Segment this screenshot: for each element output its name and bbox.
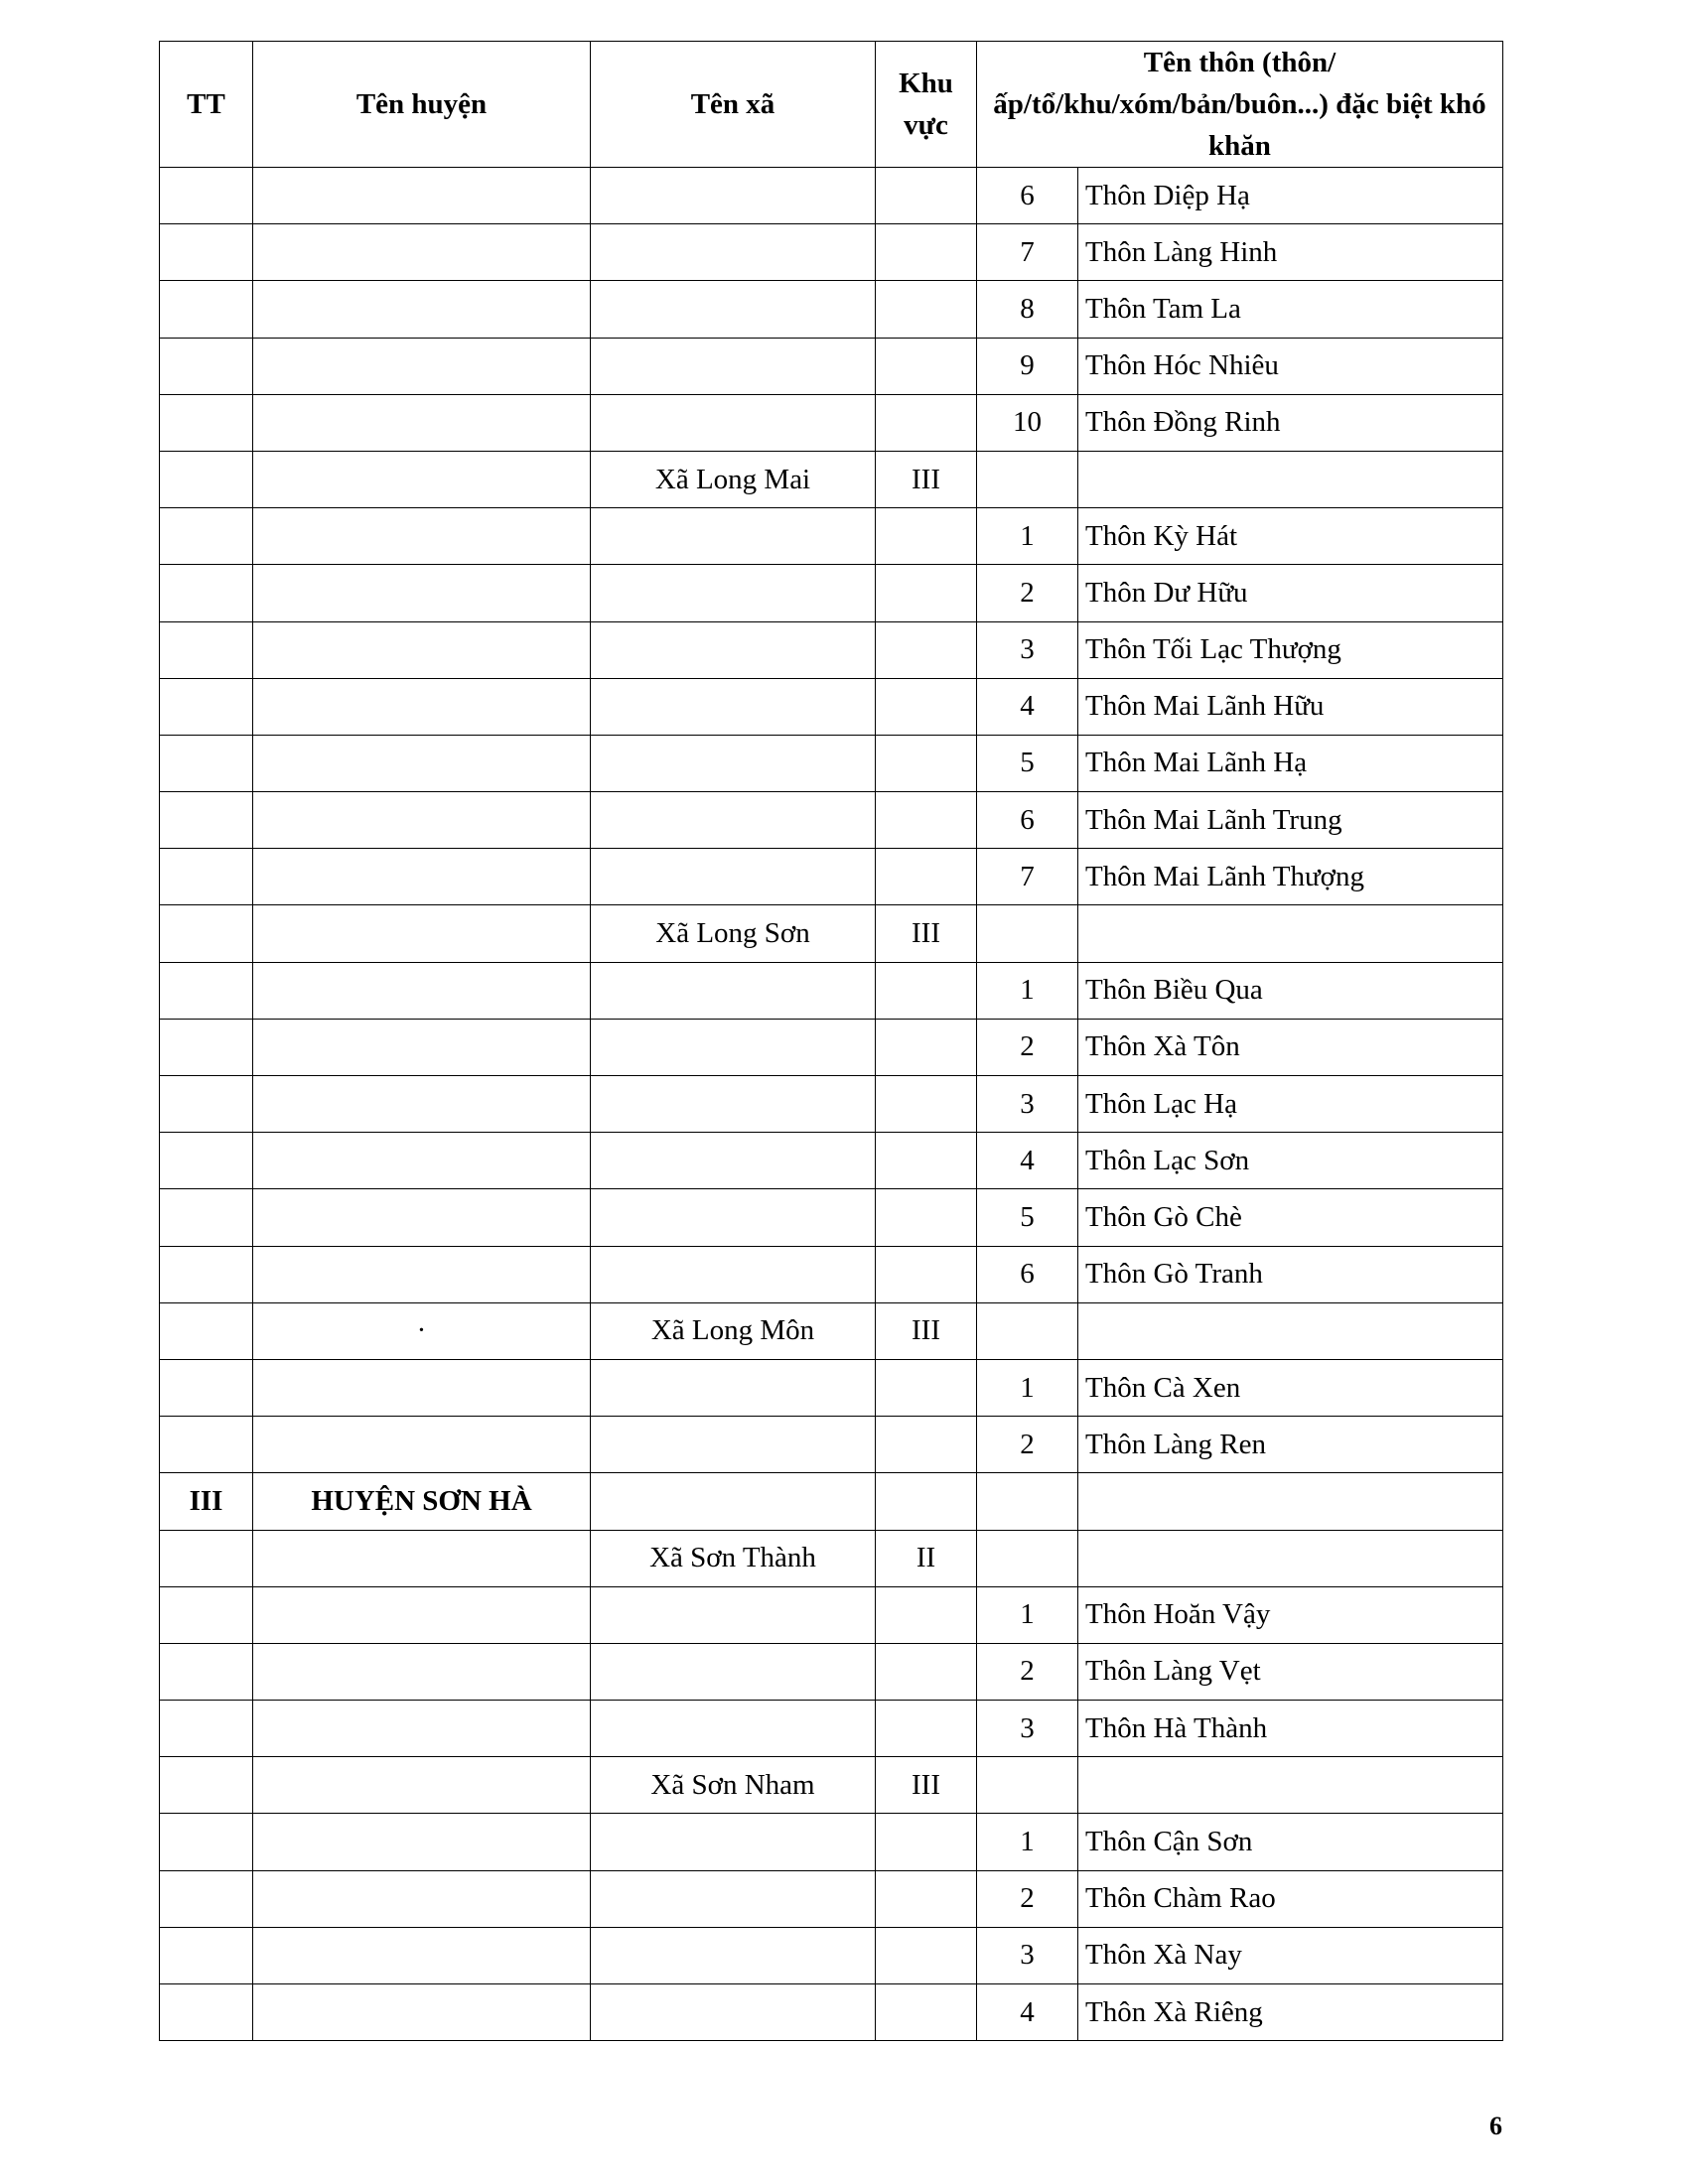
cell-area: [876, 1984, 977, 2041]
cell-tt: [160, 1417, 253, 1473]
cell-village-number: 7: [977, 224, 1078, 281]
cell-area: II: [876, 1530, 977, 1586]
cell-district: [253, 792, 591, 849]
cell-commune: Xã Long Môn: [591, 1302, 876, 1359]
cell-tt: [160, 224, 253, 281]
cell-tt: [160, 565, 253, 621]
cell-tt: [160, 1586, 253, 1643]
cell-area: III: [876, 451, 977, 507]
cell-village-number: 2: [977, 565, 1078, 621]
cell-district: [253, 735, 591, 791]
cell-village-name: Thôn Kỳ Hát: [1078, 508, 1503, 565]
cell-area: [876, 1019, 977, 1075]
cell-commune: Xã Sơn Nham: [591, 1757, 876, 1814]
table-row: [160, 962, 1503, 1019]
cell-area: [876, 1870, 977, 1927]
cell-tt: [160, 281, 253, 338]
table-row: [160, 1189, 1503, 1246]
cell-village-name: Thôn Chàm Rao: [1078, 1870, 1503, 1927]
cell-commune: [591, 168, 876, 224]
cell-village-number: 6: [977, 168, 1078, 224]
cell-village-number: 1: [977, 508, 1078, 565]
cell-tt: [160, 1870, 253, 1927]
table-header-row: [160, 42, 1503, 168]
cell-district: ·: [253, 1302, 591, 1359]
cell-village-name: Thôn Hà Thành: [1078, 1701, 1503, 1757]
cell-commune: [591, 1870, 876, 1927]
table-row: [160, 338, 1503, 394]
cell-district: [253, 168, 591, 224]
cell-tt: [160, 1189, 253, 1246]
header-district: Tên huyện: [253, 42, 591, 168]
cell-area: [876, 168, 977, 224]
cell-village-name: [1078, 905, 1503, 962]
table-row: [160, 1643, 1503, 1700]
cell-commune: [591, 1417, 876, 1473]
cell-district: [253, 1757, 591, 1814]
cell-tt: [160, 792, 253, 849]
cell-commune: [591, 1246, 876, 1302]
cell-district: [253, 1189, 591, 1246]
table-row: [160, 508, 1503, 565]
cell-district: [253, 1417, 591, 1473]
cell-district: [253, 451, 591, 507]
cell-village-name: Thôn Cà Xen: [1078, 1359, 1503, 1416]
cell-tt: [160, 451, 253, 507]
cell-commune: [591, 281, 876, 338]
cell-village-number: 2: [977, 1417, 1078, 1473]
table-row: [160, 1359, 1503, 1416]
table-row: [160, 224, 1503, 281]
cell-commune: Xã Long Sơn: [591, 905, 876, 962]
cell-area: [876, 621, 977, 678]
cell-village-number: 7: [977, 849, 1078, 905]
cell-district: [253, 1643, 591, 1700]
cell-village-name: Thôn Diệp Hạ: [1078, 168, 1503, 224]
table-row: [160, 1701, 1503, 1757]
cell-commune: [591, 1076, 876, 1133]
cell-district: [253, 1019, 591, 1075]
cell-district: [253, 1586, 591, 1643]
table-row: [160, 1076, 1503, 1133]
cell-village-number: 2: [977, 1870, 1078, 1927]
table-body: [160, 168, 1503, 2041]
table-row: [160, 1870, 1503, 1927]
cell-village-number: [977, 1473, 1078, 1530]
cell-village-number: 1: [977, 1586, 1078, 1643]
cell-village-name: Thôn Mai Lãnh Trung: [1078, 792, 1503, 849]
cell-tt: [160, 849, 253, 905]
cell-commune: [591, 338, 876, 394]
cell-district: [253, 338, 591, 394]
cell-village-number: 4: [977, 1133, 1078, 1189]
cell-commune: [591, 565, 876, 621]
cell-tt: [160, 1757, 253, 1814]
table-row: [160, 792, 1503, 849]
cell-village-number: 10: [977, 394, 1078, 451]
cell-tt: [160, 1076, 253, 1133]
cell-village-name: Thôn Xà Tôn: [1078, 1019, 1503, 1075]
cell-area: [876, 565, 977, 621]
cell-village-name: [1078, 1473, 1503, 1530]
cell-district: [253, 1246, 591, 1302]
cell-village-name: Thôn Hóc Nhiêu: [1078, 338, 1503, 394]
cell-area: III: [876, 1757, 977, 1814]
table-row: [160, 1586, 1503, 1643]
cell-village-number: 6: [977, 792, 1078, 849]
cell-commune: [591, 1643, 876, 1700]
cell-village-number: 5: [977, 1189, 1078, 1246]
cell-commune: [591, 1927, 876, 1983]
cell-area: [876, 1359, 977, 1416]
cell-commune: Xã Long Mai: [591, 451, 876, 507]
cell-tt: [160, 1984, 253, 2041]
cell-village-name: Thôn Mai Lãnh Hữu: [1078, 678, 1503, 735]
cell-commune: [591, 1701, 876, 1757]
cell-area: [876, 224, 977, 281]
cell-area: [876, 678, 977, 735]
cell-commune: [591, 508, 876, 565]
cell-village-number: 3: [977, 621, 1078, 678]
cell-district: [253, 1133, 591, 1189]
table-row: [160, 168, 1503, 224]
cell-district: [253, 224, 591, 281]
cell-district: [253, 281, 591, 338]
cell-area: [876, 962, 977, 1019]
cell-village-number: 4: [977, 1984, 1078, 2041]
cell-village-name: Thôn Tối Lạc Thượng: [1078, 621, 1503, 678]
header-village: Tên thôn (thôn/ấp/tổ/khu/xóm/bản/buôn...) đặc biệt khó khăn: [977, 42, 1503, 168]
table-row: [160, 1302, 1503, 1359]
table-row: [160, 281, 1503, 338]
cell-commune: [591, 224, 876, 281]
cell-village-name: Thôn Xà Riêng: [1078, 1984, 1503, 2041]
cell-village-number: [977, 1757, 1078, 1814]
cell-tt: [160, 508, 253, 565]
cell-commune: [591, 621, 876, 678]
cell-village-number: [977, 451, 1078, 507]
cell-village-number: 3: [977, 1701, 1078, 1757]
cell-village-number: 6: [977, 1246, 1078, 1302]
cell-commune: [591, 1984, 876, 2041]
cell-commune: [591, 849, 876, 905]
cell-village-name: [1078, 1530, 1503, 1586]
cell-area: [876, 792, 977, 849]
cell-area: [876, 1189, 977, 1246]
cell-commune: Xã Sơn Thành: [591, 1530, 876, 1586]
cell-village-name: Thôn Làng Hinh: [1078, 224, 1503, 281]
table-row: [160, 1530, 1503, 1586]
cell-area: [876, 394, 977, 451]
cell-area: [876, 1586, 977, 1643]
cell-commune: [591, 678, 876, 735]
cell-district: [253, 1927, 591, 1983]
cell-district: [253, 1530, 591, 1586]
cell-district: [253, 508, 591, 565]
cell-tt: III: [160, 1473, 253, 1530]
cell-tt: [160, 1814, 253, 1870]
table-row: [160, 735, 1503, 791]
cell-commune: [591, 1814, 876, 1870]
cell-area: [876, 338, 977, 394]
cell-tt: [160, 1359, 253, 1416]
cell-district: [253, 905, 591, 962]
cell-village-name: Thôn Gò Tranh: [1078, 1246, 1503, 1302]
cell-village-name: Thôn Làng Vẹt: [1078, 1643, 1503, 1700]
cell-village-number: 1: [977, 962, 1078, 1019]
cell-village-number: [977, 905, 1078, 962]
cell-village-number: 2: [977, 1019, 1078, 1075]
cell-village-name: Thôn Hoăn Vậy: [1078, 1586, 1503, 1643]
cell-district: [253, 565, 591, 621]
cell-district: [253, 394, 591, 451]
cell-area: [876, 1643, 977, 1700]
cell-village-name: Thôn Lạc Sơn: [1078, 1133, 1503, 1189]
table-row: [160, 1019, 1503, 1075]
table-row: [160, 905, 1503, 962]
table-row: [160, 394, 1503, 451]
cell-village-name: Thôn Biều Qua: [1078, 962, 1503, 1019]
cell-area: [876, 1133, 977, 1189]
cell-village-number: 5: [977, 735, 1078, 791]
cell-village-number: 3: [977, 1076, 1078, 1133]
table-row: [160, 849, 1503, 905]
cell-tt: [160, 962, 253, 1019]
cell-tt: [160, 1701, 253, 1757]
cell-tt: [160, 1643, 253, 1700]
cell-area: [876, 1701, 977, 1757]
cell-village-name: Thôn Cận Sơn: [1078, 1814, 1503, 1870]
cell-commune: [591, 1473, 876, 1530]
cell-tt: [160, 678, 253, 735]
cell-village-name: Thôn Dư Hữu: [1078, 565, 1503, 621]
cell-commune: [591, 962, 876, 1019]
cell-village-number: 4: [977, 678, 1078, 735]
cell-village-number: 3: [977, 1927, 1078, 1983]
cell-village-name: Thôn Xà Nay: [1078, 1927, 1503, 1983]
cell-village-name: Thôn Mai Lãnh Hạ: [1078, 735, 1503, 791]
cell-village-name: [1078, 1302, 1503, 1359]
cell-district: [253, 1984, 591, 2041]
cell-commune: [591, 735, 876, 791]
cell-area: [876, 1076, 977, 1133]
header-commune: Tên xã: [591, 42, 876, 168]
cell-tt: [160, 1530, 253, 1586]
cell-district: [253, 849, 591, 905]
village-table: [159, 41, 1503, 2041]
cell-area: [876, 281, 977, 338]
table-row: [160, 1757, 1503, 1814]
cell-tt: [160, 1302, 253, 1359]
cell-district: [253, 621, 591, 678]
cell-village-number: 2: [977, 1643, 1078, 1700]
cell-commune: [591, 394, 876, 451]
table-row: [160, 1927, 1503, 1983]
cell-district: HUYỆN SƠN HÀ: [253, 1473, 591, 1530]
cell-area: III: [876, 905, 977, 962]
cell-commune: [591, 792, 876, 849]
header-area: Khu vực: [876, 42, 977, 168]
cell-tt: [160, 735, 253, 791]
cell-commune: [591, 1586, 876, 1643]
cell-village-name: Thôn Đồng Rinh: [1078, 394, 1503, 451]
table-row: [160, 451, 1503, 507]
cell-commune: [591, 1359, 876, 1416]
table-row: [160, 565, 1503, 621]
cell-district: [253, 1076, 591, 1133]
cell-district: [253, 678, 591, 735]
table-row: [160, 1417, 1503, 1473]
cell-tt: [160, 621, 253, 678]
cell-tt: [160, 394, 253, 451]
page-number: 6: [1489, 2112, 1502, 2140]
cell-district: [253, 962, 591, 1019]
cell-tt: [160, 1133, 253, 1189]
cell-area: [876, 508, 977, 565]
table-row: [160, 1814, 1503, 1870]
cell-tt: [160, 905, 253, 962]
cell-village-name: [1078, 451, 1503, 507]
table-row: [160, 621, 1503, 678]
cell-district: [253, 1870, 591, 1927]
cell-tt: [160, 338, 253, 394]
header-tt: TT: [160, 42, 253, 168]
cell-commune: [591, 1189, 876, 1246]
table-row: [160, 1133, 1503, 1189]
cell-village-name: Thôn Gò Chè: [1078, 1189, 1503, 1246]
table-row: [160, 1473, 1503, 1530]
table-row: [160, 1246, 1503, 1302]
cell-commune: [591, 1133, 876, 1189]
cell-area: [876, 735, 977, 791]
cell-area: [876, 1473, 977, 1530]
cell-area: [876, 1417, 977, 1473]
cell-tt: [160, 1019, 253, 1075]
cell-village-name: Thôn Làng Ren: [1078, 1417, 1503, 1473]
cell-tt: [160, 1927, 253, 1983]
cell-village-number: 9: [977, 338, 1078, 394]
cell-area: [876, 1927, 977, 1983]
cell-village-name: Thôn Tam La: [1078, 281, 1503, 338]
cell-village-number: 1: [977, 1359, 1078, 1416]
cell-area: [876, 1814, 977, 1870]
cell-village-name: Thôn Mai Lãnh Thượng: [1078, 849, 1503, 905]
cell-village-number: [977, 1302, 1078, 1359]
table-row: [160, 1984, 1503, 2041]
cell-commune: [591, 1019, 876, 1075]
cell-district: [253, 1359, 591, 1416]
cell-tt: [160, 168, 253, 224]
cell-district: [253, 1701, 591, 1757]
cell-tt: [160, 1246, 253, 1302]
cell-village-number: 1: [977, 1814, 1078, 1870]
cell-village-name: [1078, 1757, 1503, 1814]
table-row: [160, 678, 1503, 735]
cell-village-number: [977, 1530, 1078, 1586]
cell-area: [876, 1246, 977, 1302]
cell-area: III: [876, 1302, 977, 1359]
cell-area: [876, 849, 977, 905]
cell-village-name: Thôn Lạc Hạ: [1078, 1076, 1503, 1133]
cell-district: [253, 1814, 591, 1870]
cell-village-number: 8: [977, 281, 1078, 338]
